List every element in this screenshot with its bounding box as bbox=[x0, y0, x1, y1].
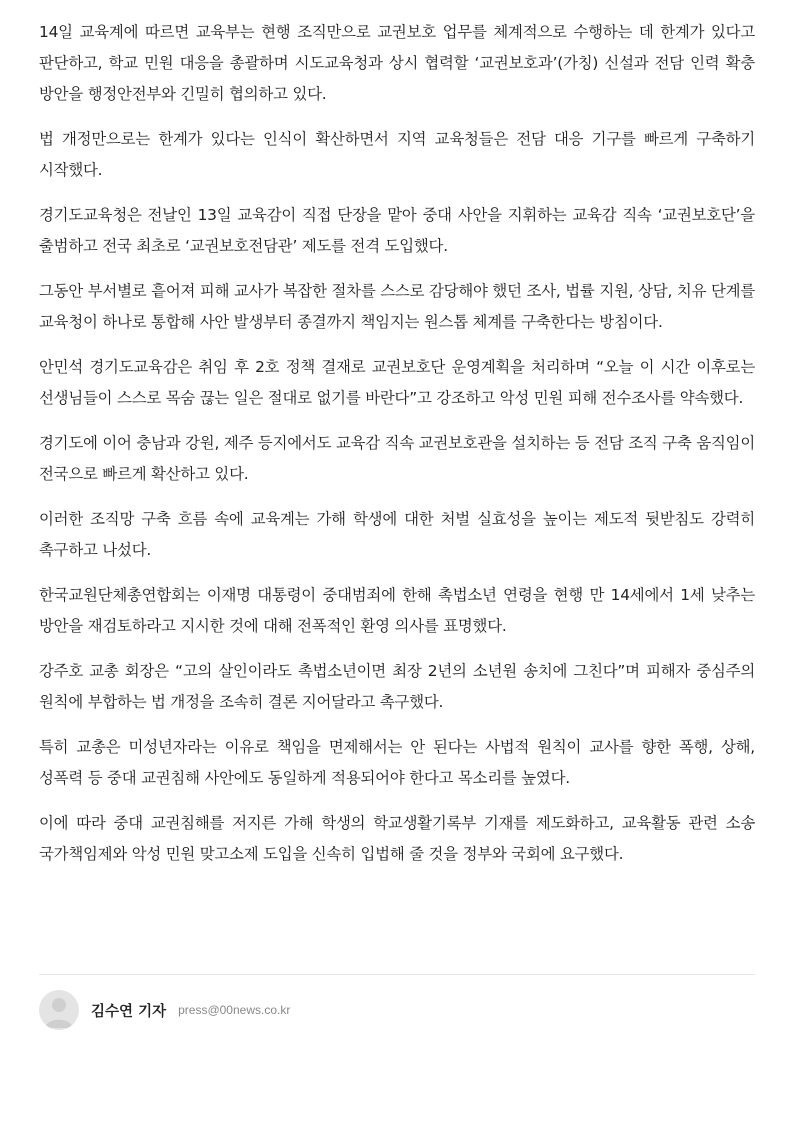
reporter-byline bbox=[39, 990, 290, 1030]
article-paragraph-5: 안민석 경기도교육감은 취임 후 2호 정책 결재로 교권보호단 운영계획을 처리하며 “오늘 이 시간 이후로는 선생님들이 스스로 목숨 끊는 일은 절대로 없기를 바란다”고 강조하고 악성 민원 피해 전수조사를 약속했다. bbox=[39, 358, 755, 407]
byline-divider bbox=[39, 974, 755, 975]
article-paragraph-2: 법 개정만으로는 한계가 있다는 인식이 확산하면서 지역 교육청들은 전담 대응 기구를 빠르게 구축하기 시작했다. bbox=[39, 130, 755, 179]
article-paragraph-3: 경기도교육청은 전날인 13일 교육감이 직접 단장을 맡아 중대 사안을 지휘하는 교육감 직속 ‘교권보호단’을 출범하고 전국 최초로 ‘교권보호전담관’ 제도를 전격 도입했다. bbox=[39, 206, 755, 255]
article-paragraph-4: 그동안 부서별로 흩어져 피해 교사가 복잡한 절차를 스스로 감당해야 했던 조사, 법률 지원, 상담, 치유 단계를 교육청이 하나로 통합해 사안 발생부터 종결까지 책임지는 원스톱 체계를 구축한다는 방침이다. bbox=[39, 282, 755, 331]
article-paragraph-10: 특히 교총은 미성년자라는 이유로 책임을 면제해서는 안 된다는 사법적 원칙이 교사를 향한 폭행, 상해, 성폭력 등 중대 교권침해 사안에도 동일하게 적용되어야 한다고 목소리를 높였다. bbox=[39, 738, 755, 787]
reporter-name[interactable]: 김수연 기자 bbox=[91, 1003, 167, 1020]
reporter-email[interactable]: press@00news.co.kr bbox=[178, 1003, 291, 1017]
article-paragraph-11: 이에 따라 중대 교권침해를 저지른 가해 학생의 학교생활기록부 기재를 제도화하고, 교육활동 관련 소송 국가책임제와 악성 민원 맞고소제 도입을 신속히 입법해 줄 것을 정부와 국회에 요구했다. bbox=[39, 814, 755, 863]
article-body bbox=[39, 17, 755, 884]
article-paragraph-8: 한국교원단체총연합회는 이재명 대통령이 중대범죄에 한해 촉법소년 연령을 현행 만 14세에서 1세 낮추는 방안을 재검토하라고 지시한 것에 대해 전폭적인 환영 의사를 표명했다. bbox=[39, 586, 755, 635]
article-paragraph-7: 이러한 조직망 구축 흐름 속에 교육계는 가해 학생에 대한 처벌 실효성을 높이는 제도적 뒷받침도 강력히 촉구하고 나섰다. bbox=[39, 510, 755, 559]
article-paragraph-1: 14일 교육계에 따르면 교육부는 현행 조직만으로 교권보호 업무를 체계적으로 수행하는 데 한계가 있다고 판단하고, 학교 민원 대응을 총괄하며 시도교육청과 상시 협력할 ‘교권보호과’(가칭) 신설과 전담 인력 확충 방안을 행정안전부와 긴밀히 협의하고 있다. bbox=[39, 23, 755, 103]
article-paragraph-9: 강주호 교총 회장은 “고의 살인이라도 촉법소년이면 최장 2년의 소년원 송치에 그친다”며 피해자 중심주의 원칙에 부합하는 법 개정을 조속히 결론 지어달라고 촉구했다. bbox=[39, 662, 755, 711]
person-silhouette-icon bbox=[39, 990, 79, 1030]
avatar[interactable] bbox=[39, 990, 79, 1030]
article-paragraph-6: 경기도에 이어 충남과 강원, 제주 등지에서도 교육감 직속 교권보호관을 설치하는 등 전담 조직 구축 움직임이 전국으로 빠르게 확산하고 있다. bbox=[39, 434, 755, 483]
